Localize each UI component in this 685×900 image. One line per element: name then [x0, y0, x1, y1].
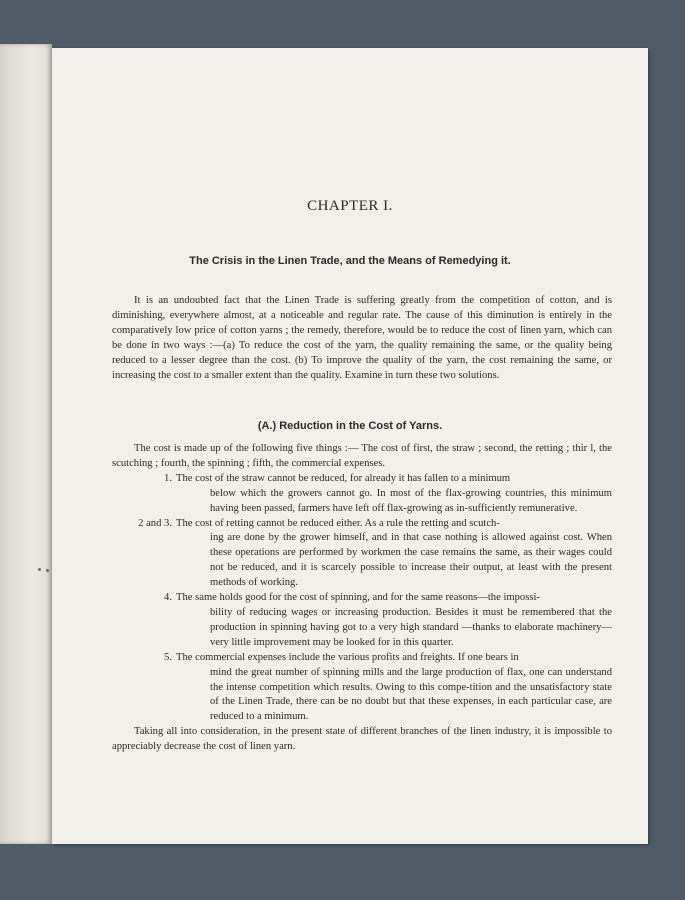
- item-continuation: below which the growers cannot go. In most of the flax-growing countries, this minimum having been passed, farmers have left off flax-growing as in-sufficiently remunerative.: [210, 487, 612, 514]
- item-first-line: The same holds good for the cost of spinning, and for the same reasons—the impossi-: [176, 592, 540, 604]
- item-continuation: bility of reducing wages or increasing production. Besides it must be remembered that the production in spinning having got to a very high standard —thanks to elaborate machinery—very little improvement may be looked for in this quarter.: [210, 606, 612, 648]
- cost-section: [112, 442, 612, 755]
- list-item: [112, 472, 612, 517]
- item-first-line: The cost of the straw cannot be reduced, for already it has fallen to a minimum: [176, 472, 511, 484]
- item-number: 1.: [164, 472, 172, 484]
- list-item: [112, 517, 612, 592]
- item-first-line: The commercial expenses include the various profits and freights. If one bears in: [176, 651, 519, 663]
- item-body: [176, 472, 612, 517]
- item-continuation: ing are done by the grower himself, and in that case nothing is allowed against cost. When these operations are performed by workmen the case remains the same, as their wages could not be reduced, and it is scarcely possible to increase their output, at least with the present methods of working.: [210, 532, 612, 589]
- item-body: [176, 517, 612, 592]
- chapter-heading: CHAPTER I.: [307, 198, 393, 214]
- chapter-title: The Crisis in the Linen Trade, and the Means of Remedying it.: [189, 255, 511, 267]
- paper-speck: [46, 569, 49, 572]
- item-first-line: The cost of retting cannot be reduced either. As a rule the retting and scutch-: [176, 517, 500, 529]
- item-number: 4.: [164, 592, 172, 604]
- item-number: 2 and 3.: [138, 517, 172, 529]
- list-item: [112, 651, 612, 726]
- facing-page-edge: [0, 44, 52, 844]
- item-body: [176, 651, 612, 726]
- item-number: 5.: [164, 651, 172, 663]
- intro-section: [112, 294, 612, 383]
- document-page: [52, 48, 648, 844]
- list-item: [112, 591, 612, 651]
- item-continuation: mind the great number of spinning mills and the large production of flax, one can understand the intense competition which results. Owing to this compe-tition and the unsatisfactory state of the Linen Trade, there can be no doubt but that these expenses, in each particular case, are reduced to a minimum.: [210, 666, 612, 723]
- intro-paragraph: It is an undoubted fact that the Linen Trade is suffering greatly from the competition of cotton, and is diminishing, everywhere almost, at a noticeable and regular rate. The cause of this diminution is entirely in the comparatively low price of cotton yarns ; the remedy, therefore, would be to reduce the cost of linen yarn, which can be done in two ways :—(a) To reduce the cost of the yarn, the quality remaining the same, or the quality being reduced to a lesser degree than the cost. (b) To improve the quality of the yarn, the cost remaining the same, or increasing the cost to a smaller extent than the quality. Examine in turn these two solutions.: [112, 295, 612, 381]
- section-intro-paragraph: The cost is made up of the following five things :— The cost of first, the straw ; second, the retting ; thir l, the scutching ; fourth, the spinning ; fifth, the commercial expenses.: [112, 443, 612, 469]
- item-body: [176, 591, 612, 651]
- paper-speck: [38, 568, 41, 571]
- section-heading: (A.) Reduction in the Cost of Yarns.: [257, 420, 443, 432]
- conclusion-paragraph: Taking all into consideration, in the present state of different branches of the linen industry, it is impossible to appreciably decrease the cost of linen yarn.: [112, 726, 612, 753]
